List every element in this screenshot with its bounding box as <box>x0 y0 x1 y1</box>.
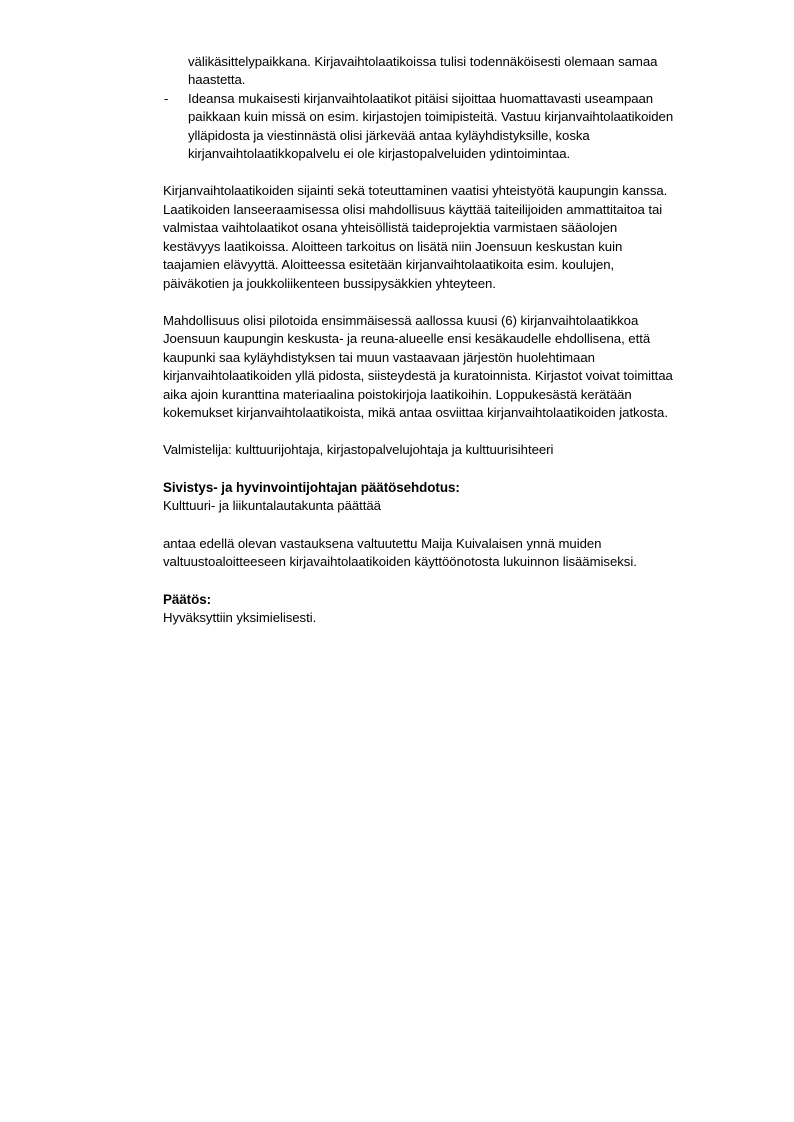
text-line: Laatikoiden lanseeraamisessa olisi mahdollisuus käyttää taiteilijoiden ammattitaitoa tai <box>163 202 663 217</box>
text-line: Joensuun kaupungin keskusta- ja reuna-alueelle ensi kesäkaudelle ehdollisena, että <box>163 331 651 346</box>
text-line: taajamien elävyyttä. Aloitteessa esitetään kirjanvaihtolaatikoita esim. koulujen, <box>163 257 615 272</box>
bullet-marker: - <box>164 91 169 106</box>
preparer-line: Valmistelija: kulttuurijohtaja, kirjastopalvelujohtaja ja kulttuurisihteeri <box>163 442 554 457</box>
text-line: kestävyys laatikoissa. Aloitteen tarkoitus on lisätä niin Joensuun keskustan kuin <box>163 239 623 254</box>
text-line: kokemukset kirjanvaihtolaatikoista, mikä antaa osviittaa kirjanvaihtolaatikoiden jatkosta. <box>163 405 668 420</box>
text-line: kirjanvaihtolaatikoiden yllä pidosta, siisteydestä ja kuratoinnista. Kirjastot voivat toimittaa <box>163 368 673 383</box>
text-line: päiväkotien ja joukkoliikenteen bussipysäkkien yhteyteen. <box>163 276 496 291</box>
text-line: Mahdollisuus olisi pilotoida ensimmäisessä aallossa kuusi (6) kirjanvaihtolaatikkoa <box>163 313 639 328</box>
proposal-intro: Kulttuuri- ja liikuntalautakunta päättää <box>163 498 381 513</box>
text-line: haastetta. <box>188 72 246 87</box>
text-line: valmistaa vaihtolaatikot osana yhteisöllistä taideprojektia varmistaen sääolojen <box>163 220 618 235</box>
text-line: aika ajoin kuranttina materiaalina poistokirjoja laatikoihin. Loppukesästä kerätään <box>163 387 632 402</box>
text-line: paikkaan kuin missä on esim. kirjastojen toimipisteitä. Vastuu kirjanvaihtolaatikoiden <box>188 109 674 124</box>
text-line: Kirjanvaihtolaatikoiden sijainti sekä toteuttaminen vaatisi yhteistyötä kaupungin kanssa. <box>163 183 668 198</box>
text-line: antaa edellä olevan vastauksena valtuutettu Maija Kuivalaisen ynnä muiden <box>163 536 602 551</box>
text-line: kirjanvaihtolaatikkopalvelu ei ole kirjastopalveluiden ydintoimintaa. <box>188 146 571 161</box>
text-line: valtuustoaloitteeseen kirjavaihtolaatikoiden käyttöönotosta lukuinnon lisäämiseksi. <box>163 554 637 569</box>
text-line: kaupunki saa kyläyhdistyksen tai muun vastaavaan järjestön huolehtimaan <box>163 350 595 365</box>
text-line: ylläpidosta ja viestinnästä olisi järkevää antaa kyläyhdistyksille, koska <box>188 128 590 143</box>
text-line: Ideansa mukaisesti kirjanvaihtolaatikot pitäisi sijoittaa huomattavasti useampaan <box>188 91 654 106</box>
text-line: välikäsittelypaikkana. Kirjavaihtolaatikoissa tulisi todennäköisesti olemaan samaa <box>188 54 658 69</box>
decision-text: Hyväksyttiin yksimielisesti. <box>163 610 317 625</box>
proposal-heading: Sivistys- ja hyvinvointijohtajan päätösehdotus: <box>163 480 460 495</box>
decision-heading: Päätös: <box>163 592 212 607</box>
